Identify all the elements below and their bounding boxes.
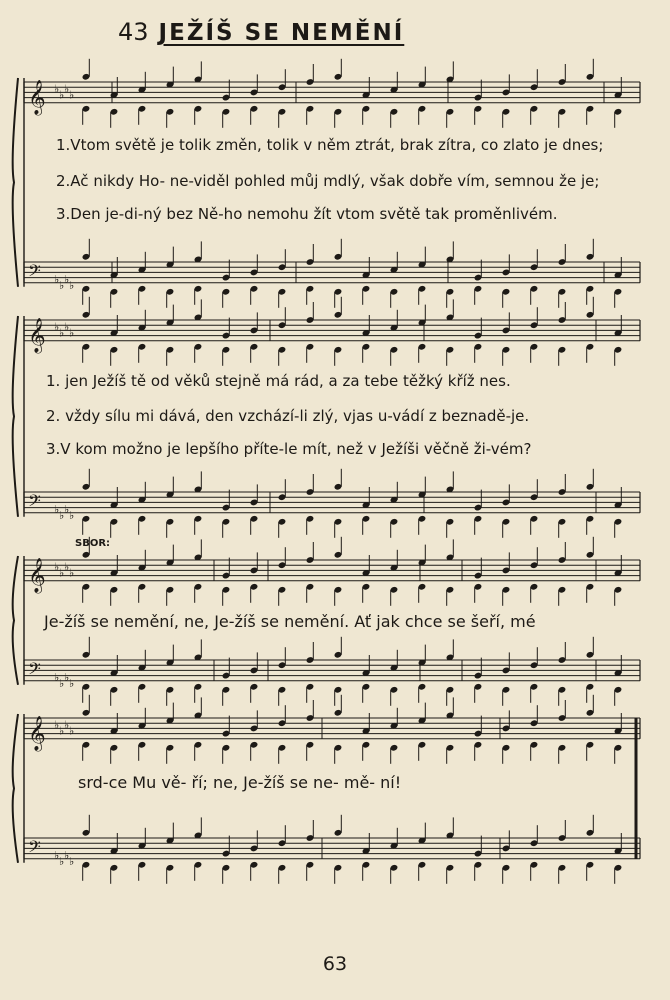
bass-clef-icon: 𝄢	[28, 836, 41, 861]
flat-icon: ♭	[54, 560, 60, 574]
bass-clef-icon: 𝄢	[28, 658, 41, 683]
verse-2-line-2: 2. vždy sílu mi dává, den vzchází-li zlý, vjas u-vádí z beznadě-je.	[46, 407, 530, 425]
song-title: JEŽÍŠ SE NEMĚNÍ	[158, 20, 405, 46]
flat-icon: ♭	[69, 676, 75, 690]
flat-icon: ♭	[64, 670, 70, 684]
treble-clef-icon: 𝄞	[28, 79, 46, 115]
flat-icon: ♭	[59, 566, 65, 580]
system-brace	[13, 78, 18, 287]
flat-icon: ♭	[69, 326, 75, 340]
flat-icon: ♭	[54, 718, 60, 732]
flat-icon: ♭	[64, 82, 70, 96]
verse-2-line-1: 2.Ač nikdy Ho- ne-viděl pohled můj mdlý, však dobře vím, semnou že je;	[56, 172, 600, 190]
system-brace	[13, 714, 18, 863]
verse-3-line-2: 3.V kom možno je lepšího příte-le mít, než v Ježíši věčně ži-vém?	[46, 440, 532, 458]
flat-icon: ♭	[64, 320, 70, 334]
song-number: 43	[118, 18, 149, 46]
treble-clef-icon: 𝄞	[28, 557, 46, 593]
system-brace	[13, 556, 18, 685]
flat-icon: ♭	[59, 676, 65, 690]
flat-icon: ♭	[54, 272, 60, 286]
chorus-line-2: srd-ce Mu vě- ří; ne, Je-žíš se ne- mě- ní!	[78, 773, 402, 792]
verse-1-line-1: 1.Vtom světě je tolik změn, tolik v něm ztrát, brak zítra, co zlato je dnes;	[56, 136, 604, 154]
flat-icon: ♭	[69, 88, 75, 102]
flat-icon: ♭	[54, 502, 60, 516]
chorus-line-1: Je-žíš se nemění, ne, Je-žíš se nemění. Ať jak chce se šeří, mé	[44, 612, 536, 631]
flat-icon: ♭	[64, 848, 70, 862]
flat-icon: ♭	[59, 508, 65, 522]
page-number: 63	[322, 953, 348, 975]
flat-icon: ♭	[54, 82, 60, 96]
verse-3-line-1: 3.Den je-di-ný bez Ně-ho nemohu žít vtom světě tak proměnlivém.	[56, 205, 558, 223]
flat-icon: ♭	[59, 278, 65, 292]
flat-icon: ♭	[54, 670, 60, 684]
flat-icon: ♭	[54, 848, 60, 862]
flat-icon: ♭	[64, 560, 70, 574]
flat-icon: ♭	[69, 854, 75, 868]
flat-icon: ♭	[64, 272, 70, 286]
flat-icon: ♭	[59, 88, 65, 102]
flat-icon: ♭	[69, 508, 75, 522]
flat-icon: ♭	[64, 502, 70, 516]
flat-icon: ♭	[59, 854, 65, 868]
flat-icon: ♭	[69, 566, 75, 580]
treble-clef-icon: 𝄞	[28, 715, 46, 751]
flat-icon: ♭	[59, 724, 65, 738]
verse-1-line-2: 1. jen Ježíš tě od věků stejně má rád, a za tebe těžký kříž nes.	[46, 372, 511, 390]
system-brace	[13, 316, 18, 517]
flat-icon: ♭	[69, 724, 75, 738]
flat-icon: ♭	[54, 320, 60, 334]
chorus-label: SBOR:	[75, 538, 111, 549]
flat-icon: ♭	[59, 326, 65, 340]
bass-clef-icon: 𝄢	[28, 490, 41, 515]
flat-icon: ♭	[64, 718, 70, 732]
treble-clef-icon: 𝄞	[28, 317, 46, 353]
bass-clef-icon: 𝄢	[28, 260, 41, 285]
flat-icon: ♭	[69, 278, 75, 292]
